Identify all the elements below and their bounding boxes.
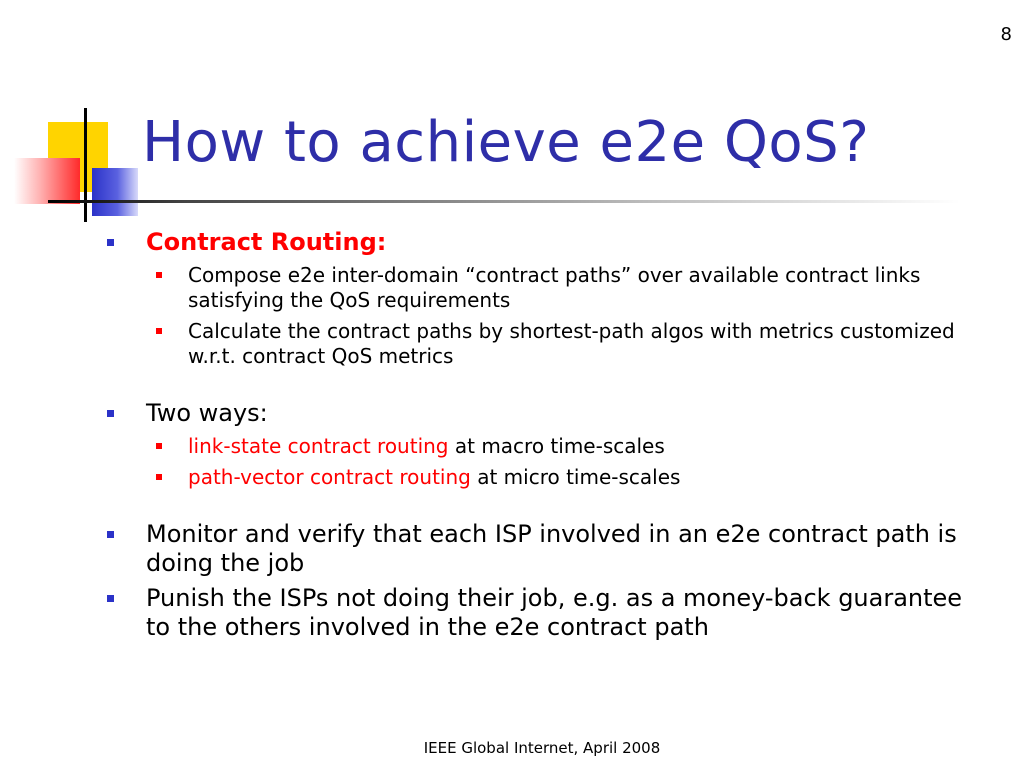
logo-red-square bbox=[14, 158, 80, 204]
slide-footer: IEEE Global Internet, April 2008 bbox=[423, 739, 661, 757]
bullet-contract-routing bbox=[104, 228, 984, 257]
sub-bullet-path-vector bbox=[104, 465, 984, 490]
bullet-monitor bbox=[104, 520, 984, 578]
bullet-punish bbox=[104, 584, 984, 642]
sub-bullet-link-state bbox=[104, 434, 984, 459]
bullet-text: Punish the ISPs not doing their job, e.g. as a money-back guarantee to the others involved in the e2e contract path bbox=[146, 584, 963, 641]
highlight-text: link-state contract routing bbox=[188, 434, 449, 458]
slide-content bbox=[104, 228, 984, 642]
square-bullet-icon bbox=[107, 239, 114, 246]
square-bullet-icon bbox=[107, 595, 114, 602]
sub-bullet-text: at micro time-scales bbox=[470, 465, 681, 489]
sub-bullet-text: Calculate the contract paths by shortest-path algos with metrics customized w.r.t. contract QoS metrics bbox=[188, 319, 955, 368]
square-bullet-icon bbox=[156, 474, 162, 480]
sub-bullet-compose bbox=[104, 263, 984, 313]
sub-bullet-text: at macro time-scales bbox=[448, 434, 665, 458]
slide-number: 8 bbox=[1000, 24, 1012, 45]
title-rule bbox=[48, 200, 960, 203]
logo-vertical-line bbox=[84, 108, 87, 222]
bullet-text: Two ways: bbox=[146, 399, 268, 427]
logo-blue-square bbox=[92, 168, 138, 216]
slide-title: How to achieve e2e QoS? bbox=[142, 110, 870, 175]
square-bullet-icon bbox=[156, 272, 162, 278]
sub-bullet-text: Compose e2e inter-domain “contract paths” over available contract links satisfying the QoS requirements bbox=[188, 263, 921, 312]
square-bullet-icon bbox=[107, 531, 114, 538]
bullet-two-ways bbox=[104, 399, 984, 428]
square-bullet-icon bbox=[156, 328, 162, 334]
highlight-text: path-vector contract routing bbox=[188, 465, 471, 489]
square-bullet-icon bbox=[107, 410, 114, 417]
bullet-text: Contract Routing: bbox=[146, 228, 387, 256]
slide-logo-icon bbox=[0, 0, 160, 240]
bullet-text: Monitor and verify that each ISP involved in an e2e contract path is doing the job bbox=[146, 520, 957, 577]
sub-bullet-calculate bbox=[104, 319, 984, 369]
square-bullet-icon bbox=[156, 443, 162, 449]
